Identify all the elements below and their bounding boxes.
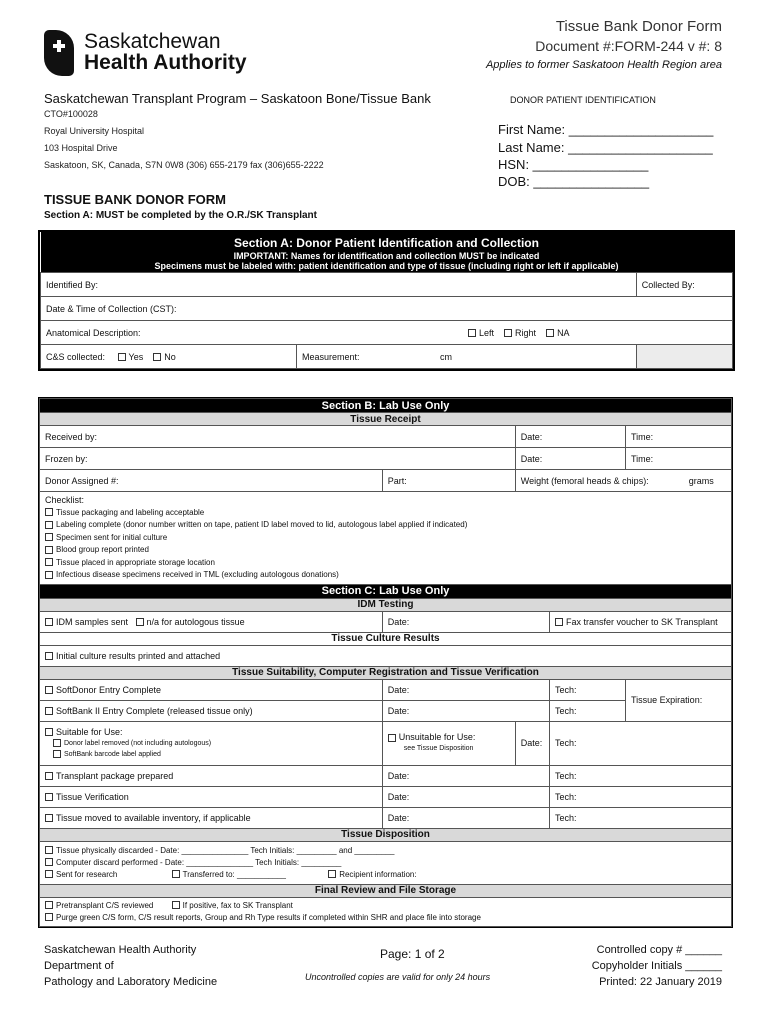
softdonor-label: SoftDonor Entry Complete [56,684,162,695]
checklist-label: Checklist: [45,495,85,505]
section-b-title: Section B: Lab Use Only [40,399,732,413]
received-time-field[interactable] [626,426,732,448]
yes-label: Yes [128,351,144,362]
culture-item-label: Initial culture results printed and attached [56,650,221,661]
weight-field[interactable] [515,470,731,492]
barcode-item[interactable]: SoftBank barcode label applied [45,749,377,760]
sha-logo-icon [44,30,74,76]
tech-label: Tech: [555,684,577,695]
measurement-field[interactable] [297,345,637,369]
footer-dept-name: Pathology and Laboratory Medicine [44,976,218,988]
checklist-item[interactable]: Blood group report printed [45,544,726,557]
idm-sent-checkbox[interactable] [45,618,53,626]
unsuitable-label: Unsuitable for Use: [398,732,476,742]
suitability-title: Tissue Suitability, Computer Registration and Tissue Verification [40,666,732,679]
page-number: Page: 1 of 2 [380,947,445,961]
research-item[interactable]: Sent for research [45,870,117,879]
right-label: Right [515,327,537,338]
checklist-item[interactable]: Specimen sent for initial culture [45,532,726,545]
copyholder-initials: Copyholder Initials ______ [591,960,722,972]
disposition-title: Tissue Disposition [40,828,732,841]
right-checkbox[interactable] [504,329,512,337]
verification-tech-field[interactable]: Tech: [550,786,732,807]
suitable-for-use [40,721,383,765]
cs-yes-checkbox[interactable] [118,353,126,361]
section-a-note: Section A: MUST be completed by the O.R./SK Transplant [44,210,317,221]
program-name: Saskatchewan Transplant Program – Saskatoon Bone/Tissue Bank [44,91,431,106]
cs-collected-row [41,345,297,369]
date-label: Date: [387,616,410,627]
footer-dept: Department of [44,960,114,972]
idm-na-checkbox[interactable] [136,618,144,626]
transplant-tech-field[interactable]: Tech: [550,765,732,786]
cm-unit: cm [440,351,453,362]
frozen-date-field[interactable] [515,448,625,470]
softbank-item[interactable] [40,700,383,721]
no-label: No [164,351,176,362]
softbank-date-field[interactable] [382,700,549,721]
discarded-item[interactable]: Tissue physically discarded - Date: _______________ Tech Initials: _________ and _________ [45,845,726,857]
na-label: NA [557,327,570,338]
controlled-copy: Controlled copy # ______ [596,944,722,956]
shaded-cell [636,345,732,369]
section-a-specimens: Specimens must be labeled with: patient identification and type of tissue (including right or left if applicable) [154,261,619,271]
suitable-item[interactable]: Suitable for Use: [45,727,377,738]
idm-row [40,611,383,632]
form-title: Tissue Bank Donor Form [555,18,722,35]
final-review-title: Final Review and File Storage [40,884,732,897]
softdonor-date-field[interactable] [382,679,549,700]
date-time-collection-field[interactable] [41,297,733,321]
org-name-line1: Saskatchewan [84,30,221,53]
received-date-field[interactable] [515,426,625,448]
moved-inventory-item[interactable]: Tissue moved to available inventory, if applicable [40,807,383,828]
received-by-label: Received by: [45,431,98,442]
last-name-field[interactable]: Last Name: ____________________ [498,140,713,155]
suitable-tech-field[interactable] [550,721,732,765]
expiration-label: Tissue Expiration: [631,695,703,705]
first-name-field[interactable]: First Name: ____________________ [498,122,714,137]
address-line2: Saskatoon, SK, Canada, S7N 0W8 (306) 655-2179 fax (306)655-2222 [44,160,324,170]
checklist-item[interactable]: Tissue placed in appropriate storage location [45,557,726,570]
grams-unit: grams [688,475,714,486]
computer-discard-item[interactable]: Computer discard performed - Date: _______________ Tech Initials: _________ [45,857,726,869]
date-label: Date: [520,453,543,464]
uncontrolled-note: Uncontrolled copies are valid for only 24 hours [305,972,491,982]
main-title: TISSUE BANK DONOR FORM [44,192,226,207]
transferred-item[interactable]: Transferred to: ___________ [172,870,286,879]
section-a-title: Section A: Donor Patient Identification and Collection [234,236,539,250]
identified-by-field[interactable] [41,273,637,297]
checklist-item[interactable]: Labeling complete (donor number written on tape, patient ID label moved to lid, autologous label applied if indicated) [45,519,726,532]
date-label: Date: [387,684,410,695]
left-label: Left [479,327,495,338]
dob-field[interactable]: DOB: ________________ [498,174,650,189]
donor-assigned-field[interactable] [40,470,383,492]
see-disposition-note: see Tissue Disposition [403,745,474,752]
cs-collected-label: C&S collected: [46,351,106,362]
culture-item[interactable] [40,645,732,666]
checklist-item[interactable]: Infectious disease specimens received in TML (excluding autologous donations) [45,569,726,582]
date-label: Date: [520,431,543,442]
idm-na-label: n/a for autologous tissue [146,616,245,627]
date-label: Date: [387,705,410,716]
cs-no-checkbox[interactable] [153,353,161,361]
transplant-date-field[interactable]: Date: [382,765,549,786]
softdonor-tech-field[interactable] [550,679,626,700]
applies-note: Applies to former Saskatoon Health Region area [485,59,722,71]
part-label: Part: [387,475,407,486]
moved-date-field[interactable]: Date: [382,807,549,828]
transplant-package-item[interactable]: Transplant package prepared [40,765,383,786]
checklist-item[interactable]: Tissue packaging and labeling acceptable [45,507,726,520]
date-time-label: Date & Time of Collection (CST): [46,303,177,314]
section-a-important: IMPORTANT: Names for identification and collection MUST be indicated [233,251,540,261]
measurement-label: Measurement: [302,351,360,362]
culture-title: Tissue Culture Results [40,632,732,645]
footer-right [592,942,722,990]
footer-left [44,942,217,990]
idm-sent-label: IDM samples sent [56,616,129,627]
final-review-block [40,897,732,926]
footer-org: Saskatchewan Health Authority [44,944,197,956]
part-field[interactable] [382,470,515,492]
anatomical-label: Anatomical Description: [46,327,141,338]
checklist [40,492,732,585]
fax-voucher-item[interactable] [550,611,732,632]
printed-date: Printed: 22 January 2019 [599,976,722,988]
donor-assigned-label: Donor Assigned #: [45,475,119,486]
donor-id-label: DONOR PATIENT IDENTIFICATION [510,95,656,105]
fax-positive-item[interactable]: If positive, fax to SK Transplant [172,901,293,910]
org-name-line2: Health Authority [84,51,247,74]
fax-label: Fax transfer voucher to SK Transplant [566,616,718,627]
tech-label: Tech: [555,738,577,748]
frozen-time-field[interactable] [626,448,732,470]
recipient-item[interactable]: Recipient information: [328,870,416,879]
cto-number: CTO#100028 [44,109,98,119]
frozen-by-field[interactable] [40,448,516,470]
received-by-field[interactable] [40,426,516,448]
doc-number: Document #:FORM-244 v #: 8 [535,38,722,54]
softbank-label: SoftBank II Entry Complete (released tissue only) [56,705,253,716]
tissue-verification-item[interactable]: Tissue Verification [40,786,383,807]
identified-by-label: Identified By: [46,279,99,290]
donor-label-item[interactable]: Donor label removed (not including autologous) [45,738,377,749]
unsuitable-date-field[interactable] [515,721,549,765]
frozen-by-label: Frozen by: [45,453,88,464]
tissue-expiration-field[interactable] [626,679,732,721]
verification-date-field[interactable]: Date: [382,786,549,807]
moved-tech-field[interactable]: Tech: [550,807,732,828]
section-a [38,230,735,371]
tissue-receipt-title: Tissue Receipt [40,413,732,426]
time-label: Time: [631,453,654,464]
purge-item[interactable]: Purge green C/S form, C/S result reports, Group and Rh Type results if completed within SHR and place file into storage [45,912,726,924]
hsn-field[interactable]: HSN: ________________ [498,157,649,172]
idm-testing-title: IDM Testing [40,598,732,611]
na-checkbox[interactable] [546,329,554,337]
address-line1: 103 Hospital Drive [44,143,118,153]
date-label: Date: [520,738,543,748]
time-label: Time: [631,431,654,442]
anatomical-row [41,321,733,345]
collected-by-label: Collected By: [641,279,695,290]
disposition-block [40,841,732,884]
softdonor-item[interactable] [40,679,383,700]
section-c-title: Section C: Lab Use Only [40,584,732,598]
tech-label: Tech: [555,705,577,716]
softbank-tech-field[interactable] [550,700,626,721]
collected-by-field[interactable] [636,273,732,297]
hospital-name: Royal University Hospital [44,126,145,136]
section-bc [38,397,733,928]
unsuitable-for-use[interactable] [382,721,515,765]
pretransplant-item[interactable]: Pretransplant C/S reviewed [45,901,153,910]
left-checkbox[interactable] [468,329,476,337]
weight-label: Weight (femoral heads & chips): [520,475,649,486]
idm-date-field[interactable] [382,611,549,632]
